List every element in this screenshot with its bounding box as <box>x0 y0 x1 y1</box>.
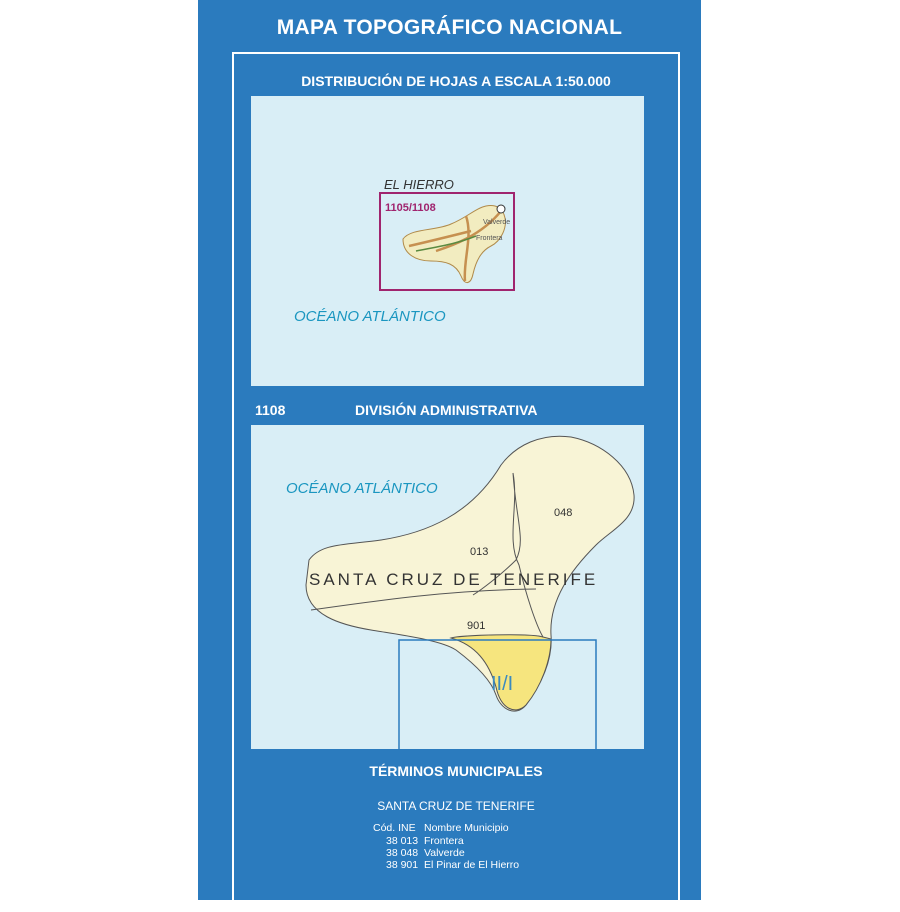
municipalities-title: TÉRMINOS MUNICIPALES <box>369 763 543 779</box>
distribution-map <box>251 96 644 386</box>
municipality-name: Valverde <box>424 847 465 859</box>
island-label: EL HIERRO <box>384 177 454 192</box>
sheet-number: 1108 <box>255 402 286 418</box>
municipality-code: 38 901 <box>386 859 419 871</box>
municipality-code: 048 <box>554 507 573 519</box>
administrative-map <box>251 425 644 749</box>
name-header: Nombre Municipio <box>424 822 509 834</box>
ocean-label: OCÉANO ATLÁNTICO <box>286 480 438 497</box>
town-label: Frontera <box>476 235 503 242</box>
code-header: Cód. INE <box>373 822 416 834</box>
municipality-name: El Pinar de El Hierro <box>424 859 520 871</box>
quadrant-label: II/I <box>491 673 514 695</box>
province-label: SANTA CRUZ DE TENERIFE <box>309 570 599 589</box>
municipalities-province: SANTA CRUZ DE TENERIFE <box>377 799 535 813</box>
town-label: Valverde <box>483 219 511 226</box>
municipality-code: 38 048 <box>386 847 419 859</box>
page-title: MAPA TOPOGRÁFICO NACIONAL <box>276 16 623 39</box>
municipality-name: Frontera <box>424 835 464 847</box>
administrative-title: DIVISIÓN ADMINISTRATIVA <box>355 402 538 418</box>
ocean-label: OCÉANO ATLÁNTICO <box>294 308 446 325</box>
municipality-code: 38 013 <box>386 835 419 847</box>
distribution-title: DISTRIBUCIÓN DE HOJAS A ESCALA 1:50.000 <box>301 73 611 89</box>
municipality-code: 901 <box>467 620 486 632</box>
sheet-box-label: 1105/1108 <box>385 202 436 214</box>
municipality-code: 013 <box>470 546 489 558</box>
